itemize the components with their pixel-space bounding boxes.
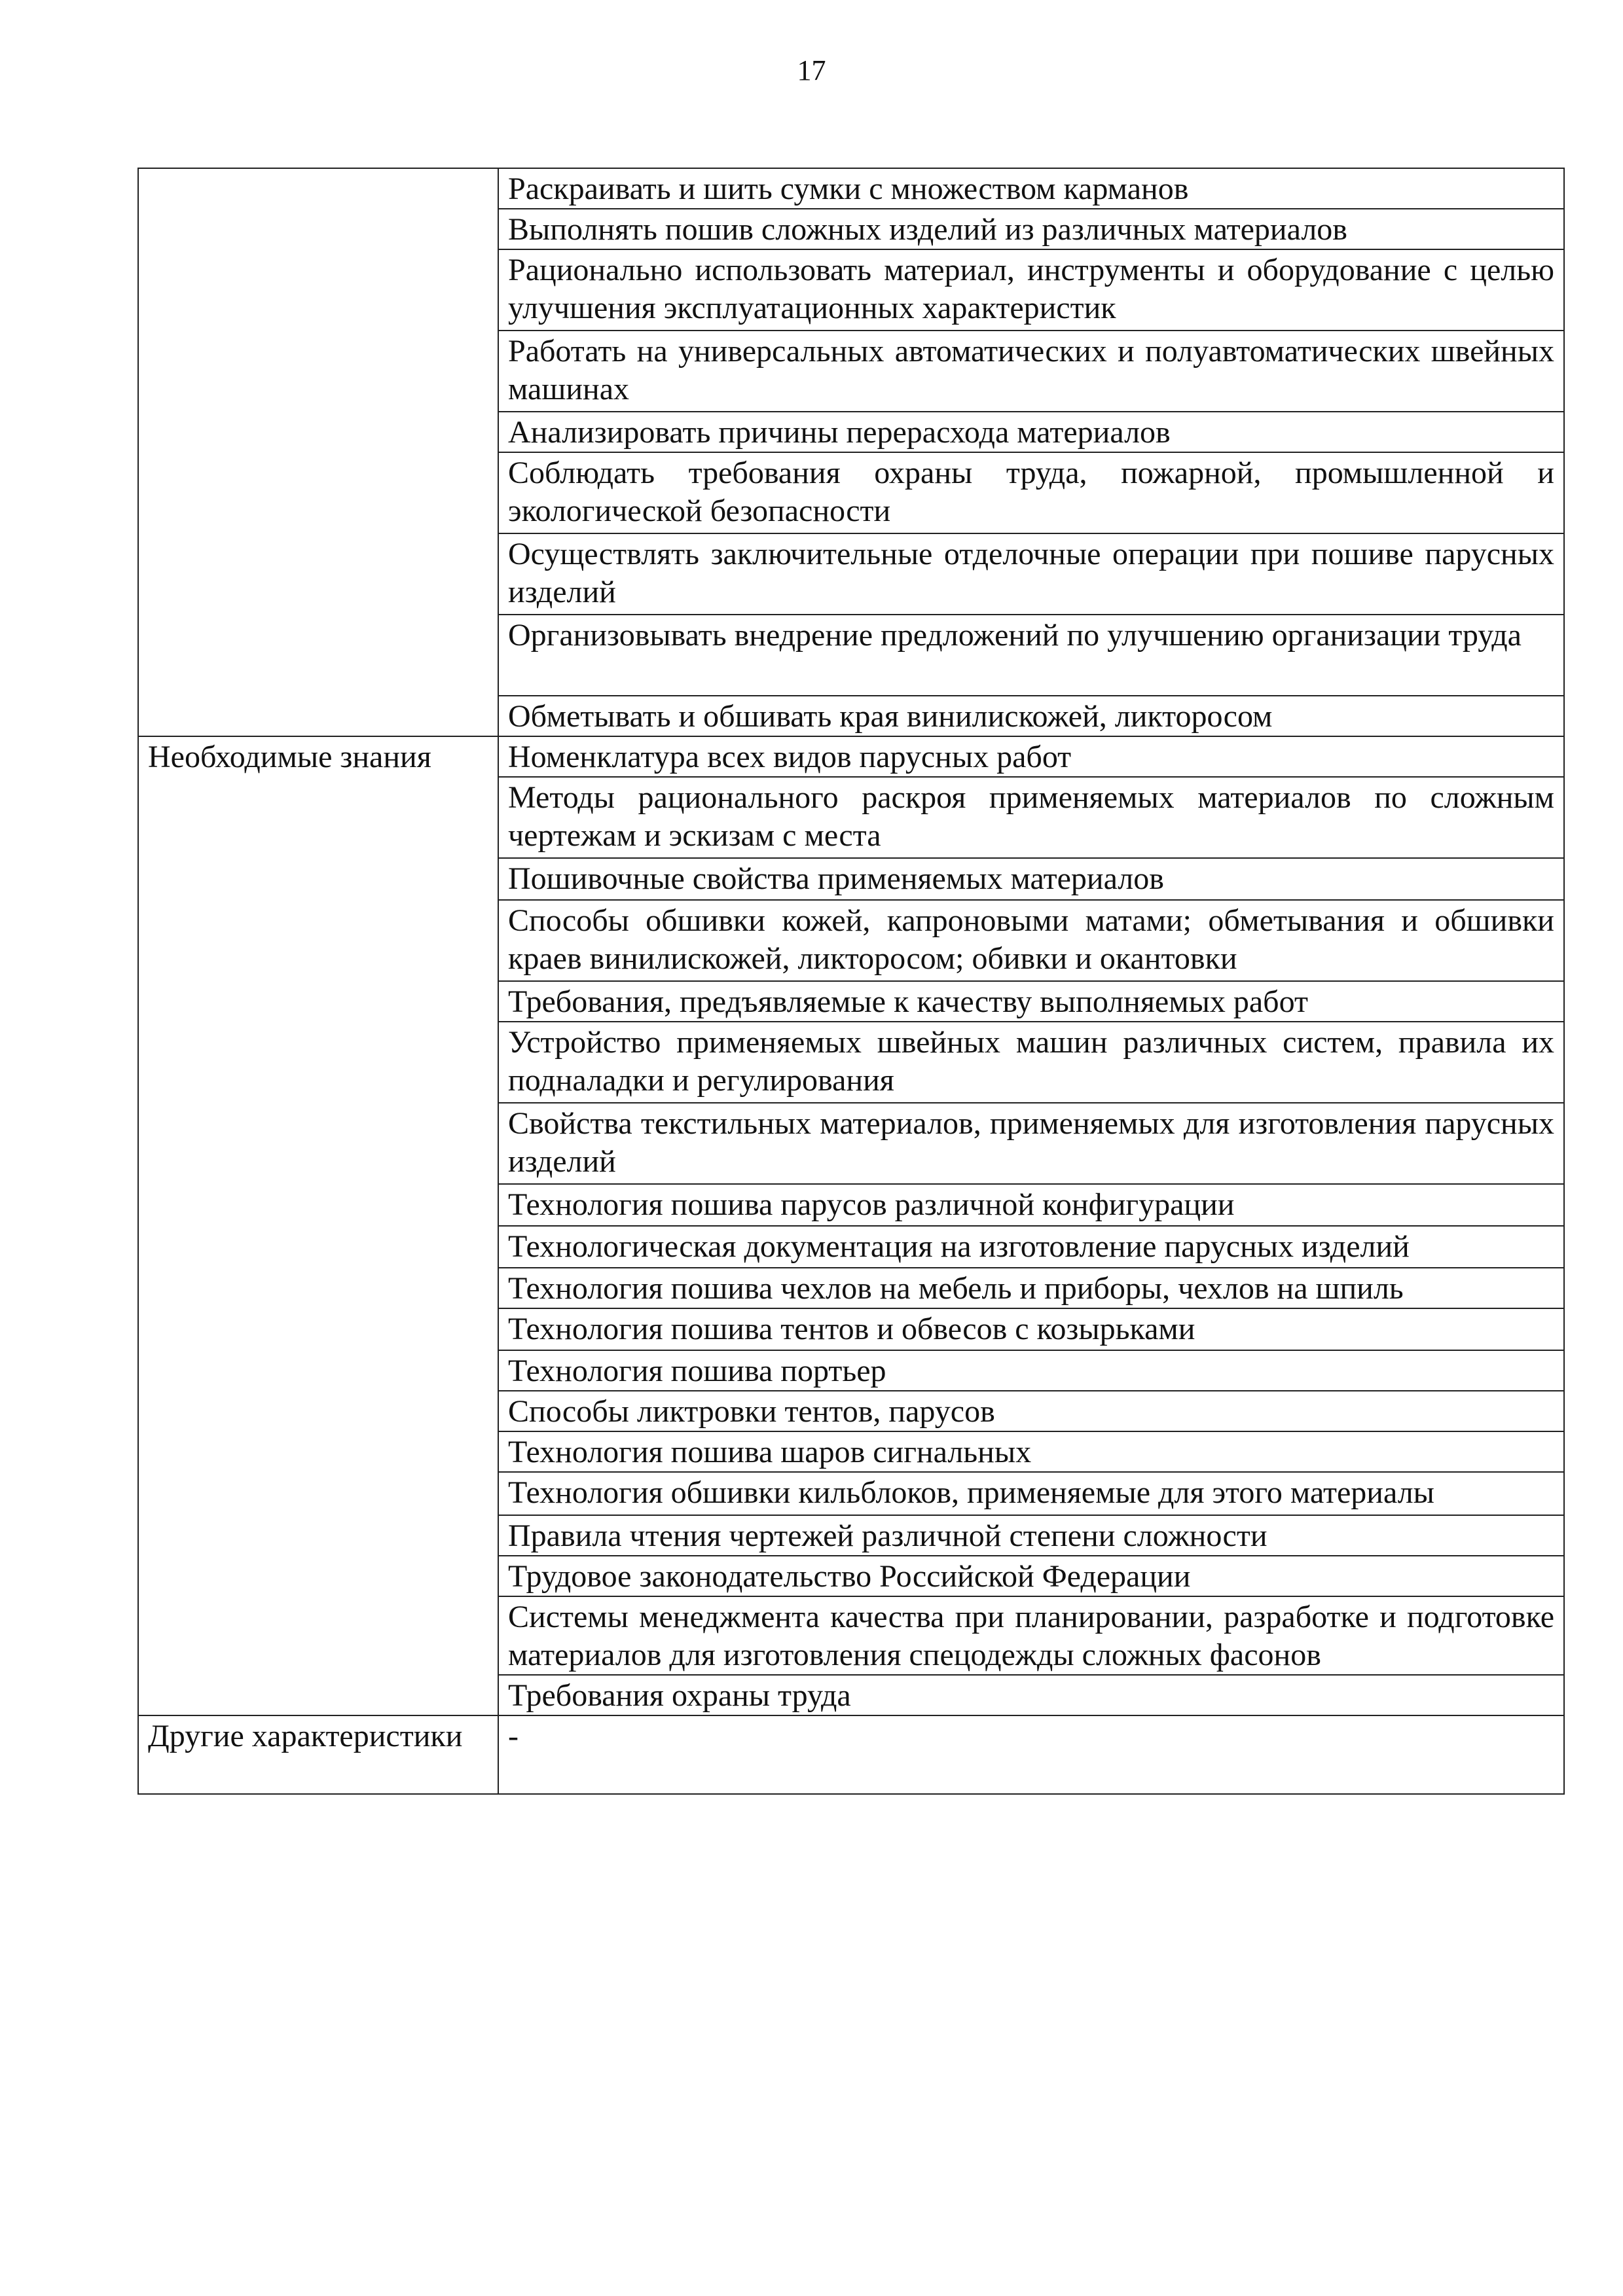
knowledge-item: Устройство применяемых швейных машин различных систем, правила их подналадки и регулирования bbox=[498, 1022, 1564, 1103]
knowledge-item: Трудовое законодательство Российской Федерации bbox=[498, 1556, 1564, 1596]
qualification-table bbox=[137, 168, 1565, 1795]
skill-item: Обметывать и обшивать края винилискожей, ликторосом bbox=[498, 696, 1564, 736]
skill-item: Анализировать причины перерасхода материалов bbox=[498, 412, 1564, 452]
knowledge-item: Номенклатура всех видов парусных работ bbox=[498, 736, 1564, 777]
skill-item: Соблюдать требования охраны труда, пожарной, промышленной и экологической безопасности bbox=[498, 452, 1564, 533]
knowledge-item: Технология пошива тентов и обвесов с козырьками bbox=[498, 1308, 1564, 1350]
other-label: Другие характеристики bbox=[138, 1715, 498, 1794]
skill-item: Осуществлять заключительные отделочные операции при пошиве парусных изделий bbox=[498, 533, 1564, 615]
knowledge-item: Правила чтения чертежей различной степени сложности bbox=[498, 1515, 1564, 1556]
knowledge-item: Технология пошива чехлов на мебель и приборы, чехлов на шпиль bbox=[498, 1268, 1564, 1308]
skill-item: Рационально использовать материал, инструменты и оборудование с целью улучшения эксплуатационных характеристик bbox=[498, 249, 1564, 331]
knowledge-item: Технология пошива шаров сигнальных bbox=[498, 1431, 1564, 1472]
table-body bbox=[138, 168, 1564, 1794]
knowledge-item: Требования, предъявляемые к качеству выполняемых работ bbox=[498, 981, 1564, 1022]
knowledge-item: Методы рационального раскроя применяемых материалов по сложным чертежам и эскизам с места bbox=[498, 777, 1564, 858]
knowledge-item: Технологическая документация на изготовление парусных изделий bbox=[498, 1226, 1564, 1268]
table-row bbox=[138, 168, 1564, 209]
knowledge-item: Требования охраны труда bbox=[498, 1675, 1564, 1715]
knowledge-item: Технология пошива парусов различной конфигурации bbox=[498, 1184, 1564, 1226]
knowledge-item: Способы обшивки кожей, капроновыми матами; обметывания и обшивки краев винилискожей, ликторосом; обивки и окантовки bbox=[498, 900, 1564, 981]
knowledge-label: Необходимые знания bbox=[138, 736, 498, 1715]
skill-item: Раскраивать и шить сумки с множеством карманов bbox=[498, 168, 1564, 209]
skill-item: Выполнять пошив сложных изделий из различных материалов bbox=[498, 209, 1564, 249]
skill-item: Организовывать внедрение предложений по улучшению организации труда bbox=[498, 615, 1564, 696]
skills-label-cell bbox=[138, 168, 498, 736]
knowledge-item: Способы ликтровки тентов, парусов bbox=[498, 1391, 1564, 1431]
knowledge-item: Технология пошива портьер bbox=[498, 1350, 1564, 1391]
knowledge-item: Системы менеджмента качества при планировании, разработке и подготовке материалов для изготовления спецодежды сложных фасонов bbox=[498, 1596, 1564, 1675]
table-row bbox=[138, 1715, 1564, 1794]
knowledge-item: Пошивочные свойства применяемых материалов bbox=[498, 858, 1564, 900]
other-value: - bbox=[498, 1715, 1564, 1794]
page-number: 17 bbox=[797, 54, 826, 86]
knowledge-item: Технология обшивки кильблоков, применяемые для этого материалы bbox=[498, 1472, 1564, 1515]
knowledge-item: Свойства текстильных материалов, применяемых для изготовления парусных изделий bbox=[498, 1103, 1564, 1184]
table-row bbox=[138, 736, 1564, 777]
skill-item: Работать на универсальных автоматических и полуавтоматических швейных машинах bbox=[498, 331, 1564, 412]
